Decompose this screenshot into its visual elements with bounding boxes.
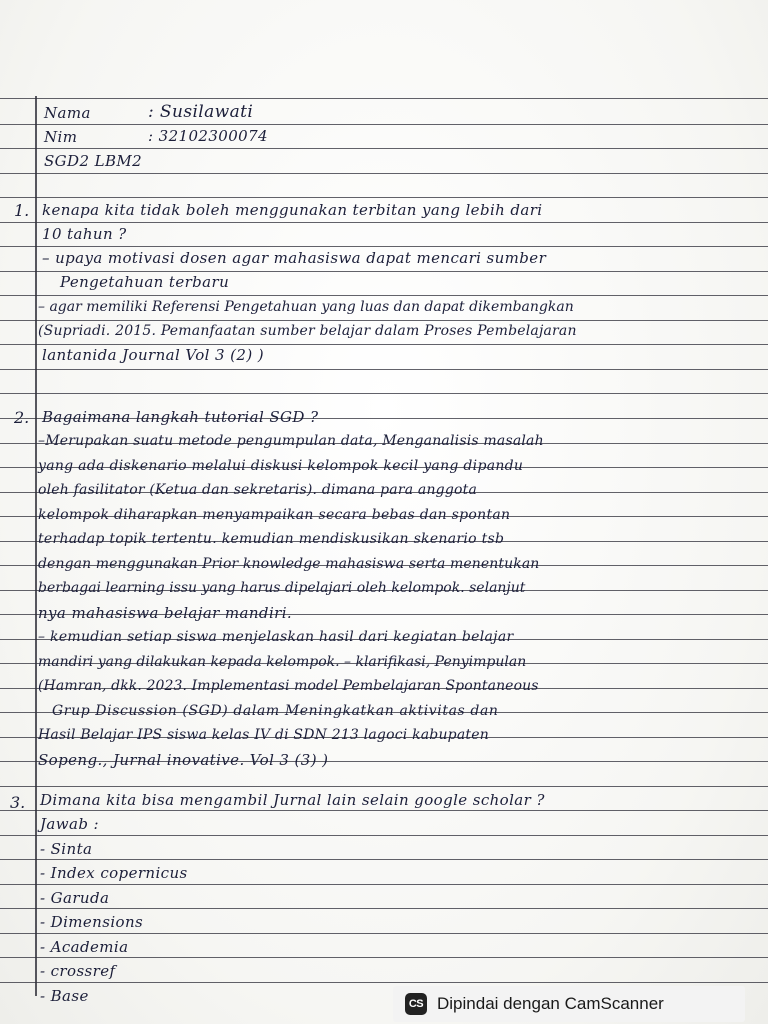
- nim-value: : 32102300074: [148, 127, 268, 145]
- q2-line: mandiri yang dilakukan kepada kelompok. – klarifikasi, Penyimpulan: [38, 654, 527, 670]
- nama-label: Nama: [44, 104, 91, 122]
- q1-number: 1.: [14, 201, 30, 220]
- watermark-text: Dipindai dengan CamScanner: [437, 994, 664, 1013]
- q1-line: Pengetahuan terbaru: [60, 273, 230, 291]
- q2-line: (Hamran, dkk. 2023. Implementasi model Pembelajaran Spontaneous: [38, 678, 539, 694]
- q2-line: oleh fasilitator (Ketua dan sekretaris). dimana para anggota: [38, 482, 477, 498]
- group-label: SGD2 LBM2: [44, 152, 143, 170]
- q3-list-item: - Garuda: [40, 889, 110, 907]
- q1-line: kenapa kita tidak boleh menggunakan terbitan yang lebih dari: [42, 201, 543, 219]
- q1-line: – agar memiliki Referensi Pengetahuan yang luas dan dapat dikembangkan: [38, 299, 574, 315]
- q3-list-item: - Index copernicus: [40, 864, 188, 882]
- q3-list-item: - Base: [40, 987, 89, 1005]
- q3-number: 3.: [10, 793, 26, 812]
- q2-line: terhadap topik tertentu. kemudian mendiskusikan skenario tsb: [38, 531, 505, 547]
- q3-answer-label: Jawab :: [40, 815, 99, 833]
- q2-line: Sopeng., Jurnal inovative. Vol 3 (3) ): [38, 751, 329, 769]
- q2-line: yang ada diskenario melalui diskusi kelompok kecil yang dipandu: [38, 458, 524, 474]
- q2-line: nya mahasiswa belajar mandiri.: [38, 604, 293, 622]
- q2-line: – kemudian setiap siswa menjelaskan hasil dari kegiatan belajar: [38, 629, 514, 645]
- q1-line: 10 tahun ?: [42, 225, 127, 243]
- q2-line: –Merupakan suatu metode pengumpulan data, Menganalisis masalah: [38, 433, 544, 449]
- q3-list-item: - crossref: [40, 962, 116, 980]
- q2-line: berbagai learning issu yang harus dipelajari oleh kelompok. selanjut: [38, 580, 526, 596]
- camscanner-watermark: [393, 986, 745, 1022]
- q2-line: Hasil Belajar IPS siswa kelas IV di SDN 213 lagoci kabupaten: [38, 727, 489, 743]
- margin-line: [35, 96, 37, 996]
- nama-value: : Susilawati: [148, 102, 254, 122]
- q2-number: 2.: [14, 408, 30, 427]
- q2-line: kelompok diharapkan menyampaikan secara bebas dan spontan: [38, 507, 511, 523]
- q3-line: Dimana kita bisa mengambil Jurnal lain selain google scholar ?: [40, 791, 545, 809]
- q3-list-item: - Academia: [40, 938, 129, 956]
- camscanner-logo-icon: CS: [405, 993, 427, 1015]
- q1-line: – upaya motivasi dosen agar mahasiswa dapat mencari sumber: [42, 249, 547, 267]
- q2-line: Bagaimana langkah tutorial SGD ?: [42, 408, 319, 426]
- q3-list-item: - Sinta: [40, 840, 93, 858]
- q1-line: (Supriadi. 2015. Pemanfaatan sumber belajar dalam Proses Pembelajaran: [38, 323, 577, 339]
- q2-line: dengan menggunakan Prior knowledge mahasiswa serta menentukan: [38, 556, 540, 572]
- q2-line: Grup Discussion (SGD) dalam Meningkatkan aktivitas dan: [52, 703, 499, 719]
- nim-label: Nim: [44, 128, 78, 146]
- q1-line: lantanida Journal Vol 3 (2) ): [42, 346, 265, 364]
- q3-list-item: - Dimensions: [40, 913, 144, 931]
